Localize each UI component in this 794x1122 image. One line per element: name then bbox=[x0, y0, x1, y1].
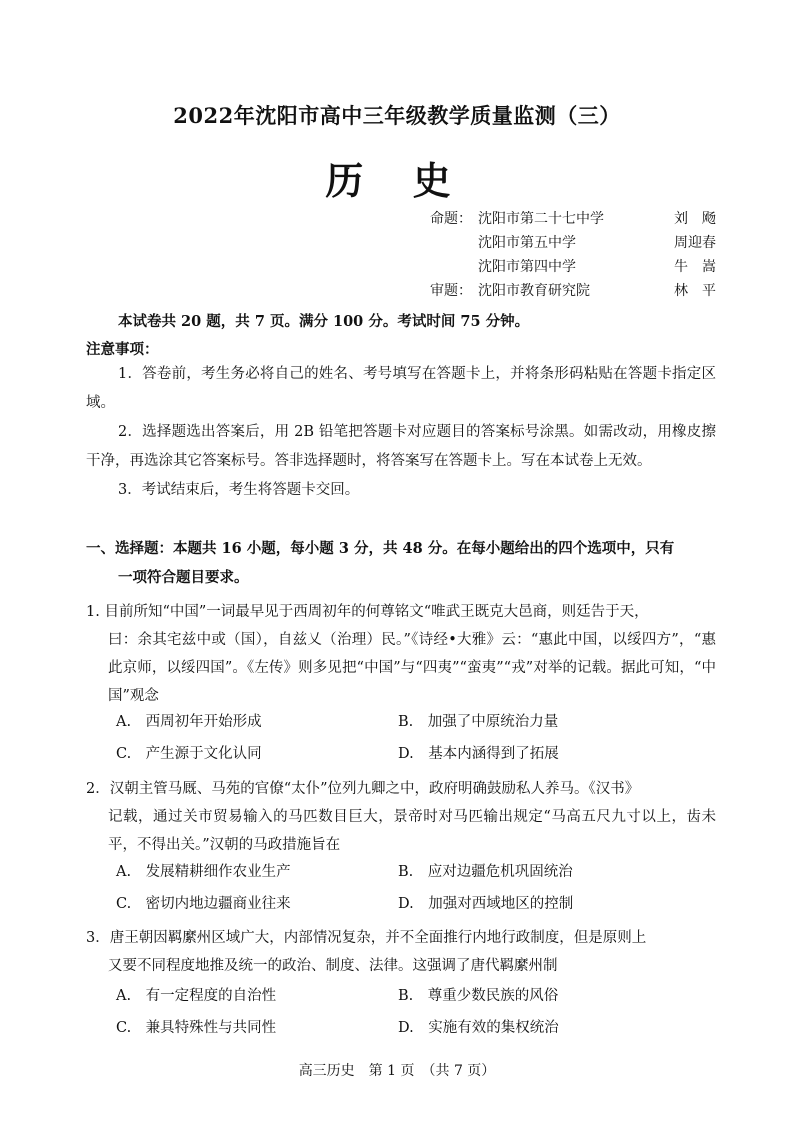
author-row bbox=[430, 256, 770, 280]
author-row bbox=[430, 280, 770, 304]
question-2-first-line: 2．汉朝主管马厩、马苑的官僚“太仆”位列九卿之中，政府明确鼓励私人养马。《汉书》 bbox=[86, 781, 640, 797]
notice-item: 2．选择题选出答案后，用 2B 铅笔把答题卡对应题目的答案标号涂黑。如需改动，用橡皮擦干净，再选涂其它答案标号。答非选择题时，将答案写在答题卡上。写在本试卷上无效。 bbox=[86, 424, 716, 469]
author-role: 审题： bbox=[430, 283, 472, 299]
question-3-first-line: 3．唐王朝因羁縻州区域广大，内部情况复杂，并不全面推行内地行政制度，但是原则上 bbox=[86, 930, 647, 946]
notice-item: 1．答卷前，考生务必将自己的姓名、考号填写在答题卡上，并将条形码粘贴在答题卡指定区域。 bbox=[86, 366, 716, 411]
author-person: 林 平 bbox=[674, 283, 716, 299]
option-row bbox=[116, 1012, 716, 1044]
question-1-first-line: 1. 目前所知“中国”一词最早见于西周初年的何尊铭文“唯武王既克大邑商，则廷告于天， bbox=[86, 604, 649, 620]
option-d: D. 实施有效的集权统治 bbox=[398, 1020, 559, 1036]
notice-heading: 注意事项： bbox=[86, 341, 159, 358]
author-school: 沈阳市第五中学 bbox=[478, 235, 576, 251]
option-b: B. 应对边疆危机巩固统治 bbox=[398, 864, 573, 880]
question-1-stem bbox=[86, 598, 716, 710]
exam-info: 本试卷共 20 题，共 7 页。满分 100 分。考试时间 75 分钟。 bbox=[118, 313, 530, 330]
author-person: 刘 飏 bbox=[674, 211, 716, 227]
question-2-stem bbox=[86, 775, 716, 859]
option-b: B. 加强了中原统治力量 bbox=[398, 714, 559, 730]
author-row bbox=[430, 208, 770, 232]
option-c: C. 密切内地边疆商业往来 bbox=[116, 896, 291, 912]
option-row bbox=[116, 738, 716, 770]
option-row bbox=[116, 888, 716, 920]
option-a: A. 西周初年开始形成 bbox=[116, 714, 262, 730]
question-2-options bbox=[116, 856, 716, 920]
section-line-2: 一项符合题目要求。 bbox=[118, 569, 249, 586]
option-b: B. 尊重少数民族的风俗 bbox=[398, 988, 559, 1004]
question-3-rest: 又要不同程度地推及统一的政治、制度、法律。这强调了唐代羁縻州制 bbox=[108, 958, 558, 974]
author-person: 牛 嵩 bbox=[674, 259, 716, 275]
option-a: A. 有一定程度的自治性 bbox=[116, 988, 277, 1004]
subject-title: 历 史 bbox=[325, 158, 469, 203]
section-line-1: 一、选择题：本题共 16 小题，每小题 3 分，共 48 分。在每小题给出的四个选项中，只有 bbox=[86, 540, 675, 557]
notice-list bbox=[86, 360, 716, 505]
notice-item: 3．考试结束后，考生将答题卡交回。 bbox=[118, 482, 360, 498]
option-a: A. 发展精耕细作农业生产 bbox=[116, 864, 291, 880]
page-footer: 高三历史 第 1 页 （共 7 页） bbox=[298, 1063, 496, 1079]
exam-title: 2022年沈阳市高中三年级教学质量监测（三） bbox=[173, 103, 621, 128]
author-person: 周迎春 bbox=[674, 235, 716, 251]
section-heading bbox=[86, 534, 716, 592]
option-row bbox=[116, 980, 716, 1012]
option-c: C. 产生源于文化认同 bbox=[116, 746, 262, 762]
author-school: 沈阳市第四中学 bbox=[478, 259, 576, 275]
author-school: 沈阳市教育研究院 bbox=[478, 283, 590, 299]
option-d: D. 加强对西域地区的控制 bbox=[398, 896, 574, 912]
author-school: 沈阳市第二十七中学 bbox=[478, 211, 604, 227]
author-list bbox=[430, 208, 770, 304]
option-row bbox=[116, 856, 716, 888]
author-role: 命题： bbox=[430, 211, 472, 227]
question-3-options bbox=[116, 980, 716, 1044]
question-1-options bbox=[116, 706, 716, 770]
question-3-stem bbox=[86, 924, 716, 980]
option-d: D. 基本内涵得到了拓展 bbox=[398, 746, 559, 762]
option-row bbox=[116, 706, 716, 738]
author-row bbox=[430, 232, 770, 256]
question-1-rest: 曰：余其宅兹中或（国），自兹乂（治理）民。”《诗经•大雅》云：“惠此中国，以绥四方”，“惠此京师，以绥四国”。《左传》则多见把“中国”与“四夷”“蛮夷”“戎”对举的记载。据此可知，“中国”观念 bbox=[108, 632, 716, 704]
question-2-rest: 记载，通过关市贸易输入的马匹数目巨大，景帝时对马匹输出规定“马高五尺九寸以上，齿未平，不得出关。”汉朝的马政措施旨在 bbox=[108, 809, 716, 853]
option-c: C. 兼具特殊性与共同性 bbox=[116, 1020, 277, 1036]
